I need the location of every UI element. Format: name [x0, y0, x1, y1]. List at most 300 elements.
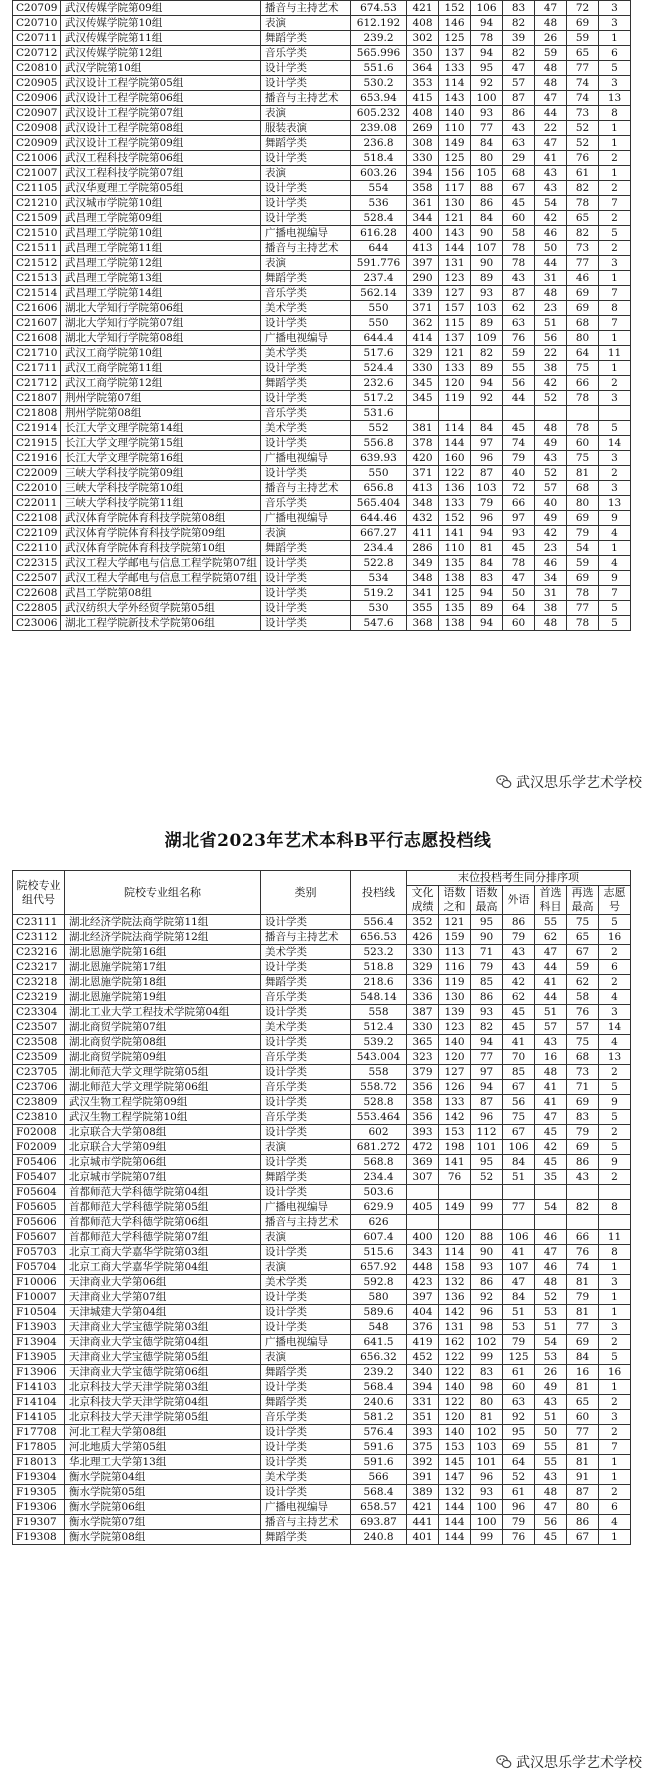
cell-name: 武汉体育学院体育科技学院第09组 [61, 526, 261, 541]
table-row [13, 481, 631, 496]
cell-score: 580 [351, 1290, 407, 1305]
cell-yuwen-both: 140 [439, 106, 471, 121]
table-row [13, 466, 631, 481]
cell-zaixuan: 73 [567, 241, 599, 256]
cell-score: 556.4 [351, 915, 407, 930]
cell-category: 音乐学类 [261, 1080, 351, 1095]
watermark-footer [496, 1752, 642, 1772]
cell-zaixuan: 66 [567, 1230, 599, 1245]
cell-shouxuan: 46 [535, 1260, 567, 1275]
cell-wenhua: 358 [407, 1095, 439, 1110]
cell-category: 播音与主持艺术 [261, 241, 351, 256]
cell-name: 长江大学文理学院第16组 [61, 451, 261, 466]
cell-category: 美术学类 [261, 346, 351, 361]
cell-name: 天津商业大学宝德学院第04组 [65, 1335, 261, 1350]
cell-name: 长江大学文理学院第15组 [61, 436, 261, 451]
cell-name: 湖北商贸学院第08组 [65, 1035, 261, 1050]
cell-category: 音乐学类 [261, 406, 351, 421]
cell-yuwen-max: 80 [471, 1395, 503, 1410]
cell-wenhua: 421 [407, 1500, 439, 1515]
cell-shouxuan: 54 [535, 1335, 567, 1350]
cell-yuwen-both: 119 [439, 975, 471, 990]
cell-shouxuan: 44 [535, 990, 567, 1005]
cell-yuwen-max: 78 [471, 31, 503, 46]
cell-name: 湖北恩施学院第17组 [65, 960, 261, 975]
cell-name: 首都师范大学科德学院第04组 [65, 1185, 261, 1200]
cell-yuwen-max: 71 [471, 945, 503, 960]
table-row [13, 436, 631, 451]
cell-score: 522.8 [351, 556, 407, 571]
cell-code: C21514 [13, 286, 61, 301]
cell-score: 528.8 [351, 1095, 407, 1110]
cell-shouxuan: 62 [535, 930, 567, 945]
cell-yuwen-max: 83 [471, 1365, 503, 1380]
cell-zhiyuan: 9 [599, 571, 631, 586]
cell-yuwen-both: 133 [439, 1095, 471, 1110]
cell-yuwen-both: 162 [439, 1335, 471, 1350]
cell-code: C21512 [13, 256, 61, 271]
cell-category: 设计学类 [261, 151, 351, 166]
table-row [13, 346, 631, 361]
cell-shouxuan: 31 [535, 586, 567, 601]
table-row [13, 376, 631, 391]
cell-wenhua: 376 [407, 1320, 439, 1335]
cell-score: 605.232 [351, 106, 407, 121]
cell-zhiyuan: 1 [599, 1455, 631, 1470]
cell-score: 552 [351, 421, 407, 436]
cell-zhiyuan: 7 [599, 1440, 631, 1455]
cell-name: 天津商业大学第07组 [65, 1290, 261, 1305]
cell-yuwen-both: 147 [439, 1470, 471, 1485]
cell-category: 设计学类 [261, 1425, 351, 1440]
header-zaixuan: 再选最高 [567, 886, 599, 915]
cell-shouxuan: 43 [535, 1470, 567, 1485]
cell-wenhua: 387 [407, 1005, 439, 1020]
cell-zaixuan: 65 [567, 46, 599, 61]
cell-name: 湖北恩施学院第19组 [65, 990, 261, 1005]
cell-code: F14105 [13, 1410, 65, 1425]
cell-code: F17805 [13, 1440, 65, 1455]
cell-yuwen-max: 103 [471, 481, 503, 496]
cell-shouxuan: 48 [535, 1065, 567, 1080]
cell-code: C20909 [13, 136, 61, 151]
cell-zhiyuan: 13 [599, 91, 631, 106]
cell-name: 北京城市学院第06组 [65, 1155, 261, 1170]
table-row [13, 76, 631, 91]
cell-wenhua: 339 [407, 286, 439, 301]
cell-waiyu: 75 [503, 1110, 535, 1125]
header-code: 院校专业组代号 [13, 871, 65, 915]
table-row [13, 1440, 631, 1455]
cell-code: F19307 [13, 1515, 65, 1530]
cell-zaixuan: 67 [567, 1530, 599, 1545]
cell-waiyu: 51 [503, 1305, 535, 1320]
cell-wenhua: 369 [407, 1155, 439, 1170]
cell-zaixuan: 76 [567, 151, 599, 166]
cell-wenhua: 368 [407, 616, 439, 631]
cell-zhiyuan: 2 [599, 1395, 631, 1410]
cell-zaixuan: 81 [567, 1275, 599, 1290]
cell-waiyu: 78 [503, 556, 535, 571]
cell-zaixuan: 78 [567, 391, 599, 406]
cell-score: 581.2 [351, 1410, 407, 1425]
cell-score: 218.6 [351, 975, 407, 990]
cell-code: F05703 [13, 1245, 65, 1260]
cell-category: 舞蹈学类 [261, 376, 351, 391]
cell-wenhua: 419 [407, 1335, 439, 1350]
cell-code: C20712 [13, 46, 61, 61]
table-row [13, 1020, 631, 1035]
cell-waiyu: 60 [503, 211, 535, 226]
cell-wenhua: 269 [407, 121, 439, 136]
cell-shouxuan: 48 [535, 16, 567, 31]
cell-zaixuan: 80 [567, 496, 599, 511]
cell-yuwen-both: 120 [439, 1230, 471, 1245]
cell-zhiyuan: 3 [599, 1, 631, 16]
cell-yuwen-both: 114 [439, 421, 471, 436]
cell-yuwen-both: 125 [439, 151, 471, 166]
cell-waiyu: 56 [503, 1095, 535, 1110]
cell-category: 设计学类 [261, 616, 351, 631]
cell-name: 武汉工商学院第10组 [61, 346, 261, 361]
cell-category: 设计学类 [261, 1245, 351, 1260]
cell-yuwen-max: 94 [471, 376, 503, 391]
table-row [13, 1185, 631, 1200]
cell-zhiyuan: 2 [599, 945, 631, 960]
cell-zhiyuan: 5 [599, 1110, 631, 1125]
cell-yuwen-max: 106 [471, 1, 503, 16]
cell-zaixuan: 75 [567, 1035, 599, 1050]
cell-name: 武汉传媒学院第10组 [61, 16, 261, 31]
cell-score: 592.8 [351, 1275, 407, 1290]
cell-wenhua: 330 [407, 1020, 439, 1035]
cell-yuwen-max: 87 [471, 466, 503, 481]
cell-name: 武汉传媒学院第12组 [61, 46, 261, 61]
cell-code: C21606 [13, 301, 61, 316]
cell-score: 644.46 [351, 511, 407, 526]
cell-yuwen-max: 105 [471, 166, 503, 181]
cell-wenhua: 341 [407, 586, 439, 601]
cell-yuwen-both: 157 [439, 301, 471, 316]
cell-waiyu [503, 1215, 535, 1230]
cell-code: C22507 [13, 571, 61, 586]
cell-wenhua: 472 [407, 1140, 439, 1155]
cell-zaixuan: 75 [567, 915, 599, 930]
cell-wenhua: 364 [407, 61, 439, 76]
cell-waiyu: 86 [503, 915, 535, 930]
cell-zaixuan: 52 [567, 136, 599, 151]
cell-score: 644 [351, 241, 407, 256]
cell-wenhua: 290 [407, 271, 439, 286]
cell-category: 设计学类 [261, 586, 351, 601]
cell-wenhua: 355 [407, 601, 439, 616]
cell-yuwen-both: 120 [439, 1050, 471, 1065]
cell-zhiyuan: 7 [599, 316, 631, 331]
cell-shouxuan: 55 [535, 1440, 567, 1455]
table-row [13, 1035, 631, 1050]
page-title: 湖北省2023年艺术本科B平行志愿投档线 [164, 831, 492, 851]
cell-yuwen-max: 98 [471, 1380, 503, 1395]
cell-name: 首都师范大学科德学院第05组 [65, 1200, 261, 1215]
table-row [13, 46, 631, 61]
cell-code: F05606 [13, 1215, 65, 1230]
table-row [13, 1245, 631, 1260]
cell-score: 517.2 [351, 391, 407, 406]
cell-zaixuan: 80 [567, 331, 599, 346]
cell-category: 设计学类 [261, 1290, 351, 1305]
cell-score: 607.4 [351, 1230, 407, 1245]
cell-code: F10006 [13, 1275, 65, 1290]
table-row [13, 1170, 631, 1185]
cell-score: 591.776 [351, 256, 407, 271]
cell-code: F13904 [13, 1335, 65, 1350]
cell-yuwen-max: 102 [471, 1335, 503, 1350]
cell-zaixuan: 65 [567, 211, 599, 226]
cell-waiyu: 83 [503, 1, 535, 16]
table-row [13, 1410, 631, 1425]
cell-score: 591.6 [351, 1440, 407, 1455]
cell-zaixuan: 74 [567, 91, 599, 106]
cell-zaixuan: 59 [567, 960, 599, 975]
cell-zaixuan: 59 [567, 556, 599, 571]
cell-zaixuan: 57 [567, 1020, 599, 1035]
cell-shouxuan: 56 [535, 1515, 567, 1530]
cell-yuwen-max [471, 1185, 503, 1200]
cell-name: 北京联合大学第08组 [65, 1125, 261, 1140]
cell-code: C23509 [13, 1050, 65, 1065]
cell-waiyu: 84 [503, 1290, 535, 1305]
cell-wenhua: 330 [407, 151, 439, 166]
cell-shouxuan: 49 [535, 1380, 567, 1395]
cell-name: 武昌理工学院第13组 [61, 271, 261, 286]
cell-category: 设计学类 [261, 361, 351, 376]
cell-yuwen-max: 86 [471, 990, 503, 1005]
cell-name: 武汉设计工程学院第06组 [61, 91, 261, 106]
cell-yuwen-both: 153 [439, 1125, 471, 1140]
cell-shouxuan: 49 [535, 511, 567, 526]
cell-shouxuan: 41 [535, 1095, 567, 1110]
cell-category: 设计学类 [261, 960, 351, 975]
cell-score: 239.08 [351, 121, 407, 136]
cell-zaixuan: 78 [567, 616, 599, 631]
cell-name: 武汉设计工程学院第09组 [61, 136, 261, 151]
cell-shouxuan: 47 [535, 1245, 567, 1260]
cell-name: 长江大学文理学院第14组 [61, 421, 261, 436]
cell-zaixuan: 82 [567, 226, 599, 241]
cell-category: 设计学类 [261, 601, 351, 616]
cell-score: 616.28 [351, 226, 407, 241]
cell-zhiyuan: 1 [599, 271, 631, 286]
cell-shouxuan: 48 [535, 61, 567, 76]
cell-zhiyuan: 4 [599, 1035, 631, 1050]
cell-waiyu: 63 [503, 136, 535, 151]
cell-yuwen-both: 135 [439, 601, 471, 616]
cell-yuwen-both: 136 [439, 481, 471, 496]
cell-zhiyuan: 16 [599, 1365, 631, 1380]
cell-zaixuan: 67 [567, 945, 599, 960]
cell-zhiyuan: 1 [599, 1470, 631, 1485]
cell-zaixuan [567, 406, 599, 421]
cell-yuwen-both: 110 [439, 121, 471, 136]
cell-wenhua: 351 [407, 1410, 439, 1425]
table-row [13, 166, 631, 181]
cell-yuwen-max: 77 [471, 121, 503, 136]
cell-wenhua: 286 [407, 541, 439, 556]
cell-zaixuan: 68 [567, 1050, 599, 1065]
cell-wenhua: 394 [407, 166, 439, 181]
cell-shouxuan: 48 [535, 1485, 567, 1500]
cell-score: 524.4 [351, 361, 407, 376]
cell-code: C20710 [13, 16, 61, 31]
cell-code: C22110 [13, 541, 61, 556]
cell-zaixuan: 69 [567, 511, 599, 526]
cell-shouxuan: 46 [535, 556, 567, 571]
cell-zhiyuan: 3 [599, 1320, 631, 1335]
cell-zaixuan: 76 [567, 1005, 599, 1020]
table-row [13, 571, 631, 586]
cell-code: C22108 [13, 511, 61, 526]
cell-yuwen-max: 97 [471, 1065, 503, 1080]
cell-yuwen-both: 130 [439, 196, 471, 211]
cell-zaixuan: 16 [567, 1365, 599, 1380]
cell-zhiyuan: 5 [599, 61, 631, 76]
cell-wenhua: 381 [407, 421, 439, 436]
cell-yuwen-both: 116 [439, 960, 471, 975]
cell-score: 530.2 [351, 76, 407, 91]
cell-code: C21712 [13, 376, 61, 391]
cell-category: 设计学类 [261, 1485, 351, 1500]
cell-name: 武昌理工学院第12组 [61, 256, 261, 271]
cell-name: 北京工商大学嘉华学院第04组 [65, 1260, 261, 1275]
cell-waiyu: 67 [503, 1125, 535, 1140]
cell-shouxuan: 50 [535, 1425, 567, 1440]
cell-wenhua: 389 [407, 1485, 439, 1500]
cell-zaixuan: 61 [567, 166, 599, 181]
cell-zaixuan: 69 [567, 571, 599, 586]
cell-zaixuan: 73 [567, 106, 599, 121]
cell-yuwen-both [439, 406, 471, 421]
cell-yuwen-both: 142 [439, 1305, 471, 1320]
cell-score: 568.4 [351, 1380, 407, 1395]
cell-score: 656.8 [351, 481, 407, 496]
cell-yuwen-both: 198 [439, 1140, 471, 1155]
cell-name: 湖北商贸学院第07组 [65, 1020, 261, 1035]
cell-shouxuan: 47 [535, 91, 567, 106]
cell-score: 629.9 [351, 1200, 407, 1215]
cell-zhiyuan: 2 [599, 241, 631, 256]
cell-yuwen-max: 107 [471, 241, 503, 256]
cell-shouxuan: 47 [535, 136, 567, 151]
cell-name: 北京城市学院第07组 [65, 1170, 261, 1185]
cell-yuwen-both: 143 [439, 226, 471, 241]
cell-name: 华北理工大学第13组 [65, 1455, 261, 1470]
cell-zhiyuan: 4 [599, 990, 631, 1005]
cell-yuwen-both: 122 [439, 1350, 471, 1365]
cell-waiyu: 55 [503, 361, 535, 376]
cell-wenhua: 393 [407, 1125, 439, 1140]
cell-wenhua: 352 [407, 915, 439, 930]
cell-category: 设计学类 [261, 391, 351, 406]
cell-wenhua: 441 [407, 1515, 439, 1530]
cell-zaixuan: 69 [567, 286, 599, 301]
cell-yuwen-max: 90 [471, 1245, 503, 1260]
cell-shouxuan: 57 [535, 481, 567, 496]
cell-code: F10007 [13, 1290, 65, 1305]
cell-waiyu: 63 [503, 316, 535, 331]
header-waiyu: 外语 [503, 886, 535, 915]
cell-yuwen-max [471, 406, 503, 421]
cell-yuwen-max: 96 [471, 1305, 503, 1320]
cell-yuwen-both: 133 [439, 361, 471, 376]
cell-waiyu: 86 [503, 106, 535, 121]
cell-shouxuan: 54 [535, 196, 567, 211]
cell-code: C21710 [13, 346, 61, 361]
cell-score: 234.4 [351, 541, 407, 556]
cell-category: 美术学类 [261, 301, 351, 316]
cell-zaixuan: 66 [567, 376, 599, 391]
cell-category: 播音与主持艺术 [261, 1215, 351, 1230]
cell-name: 武汉设计工程学院第05组 [61, 76, 261, 91]
table-row [13, 945, 631, 960]
cell-name: 湖北大学知行学院第06组 [61, 301, 261, 316]
cell-score: 602 [351, 1125, 407, 1140]
cell-zaixuan: 46 [567, 271, 599, 286]
cell-code: F10504 [13, 1305, 65, 1320]
cell-waiyu: 107 [503, 1260, 535, 1275]
cell-wenhua: 353 [407, 76, 439, 91]
cell-category: 播音与主持艺术 [261, 1515, 351, 1530]
cell-waiyu: 45 [503, 541, 535, 556]
cell-category: 设计学类 [261, 181, 351, 196]
cell-yuwen-both: 133 [439, 496, 471, 511]
cell-name: 衡水学院第04组 [65, 1470, 261, 1485]
cell-shouxuan: 49 [535, 436, 567, 451]
cell-shouxuan: 41 [535, 975, 567, 990]
cell-code: C23810 [13, 1110, 65, 1125]
cell-zhiyuan: 2 [599, 151, 631, 166]
cell-wenhua: 329 [407, 960, 439, 975]
cell-zhiyuan: 2 [599, 466, 631, 481]
cell-yuwen-max: 84 [471, 211, 503, 226]
cell-category: 广播电视编导 [261, 331, 351, 346]
cell-yuwen-both: 136 [439, 1290, 471, 1305]
cell-waiyu: 76 [503, 331, 535, 346]
cell-shouxuan: 43 [535, 166, 567, 181]
table-row [13, 1125, 631, 1140]
table-row [13, 1200, 631, 1215]
cell-shouxuan: 22 [535, 121, 567, 136]
footer-text: 武汉思乐学艺术学校 [516, 1755, 642, 1771]
cell-yuwen-both: 123 [439, 1020, 471, 1035]
cell-zaixuan: 69 [567, 1095, 599, 1110]
admission-table-a [12, 0, 631, 631]
cell-yuwen-both: 143 [439, 91, 471, 106]
cell-code: F13905 [13, 1350, 65, 1365]
cell-wenhua: 302 [407, 31, 439, 46]
cell-name: 天津城建大学第04组 [65, 1305, 261, 1320]
cell-waiyu: 51 [503, 1170, 535, 1185]
cell-category: 音乐学类 [261, 496, 351, 511]
cell-shouxuan: 48 [535, 616, 567, 631]
cell-score: 693.87 [351, 1515, 407, 1530]
cell-zhiyuan: 2 [599, 975, 631, 990]
cell-yuwen-max: 90 [471, 226, 503, 241]
cell-zhiyuan: 1 [599, 31, 631, 46]
cell-yuwen-max: 87 [471, 1095, 503, 1110]
cell-waiyu: 45 [503, 196, 535, 211]
table-row [13, 616, 631, 631]
cell-yuwen-max: 99 [471, 1530, 503, 1545]
